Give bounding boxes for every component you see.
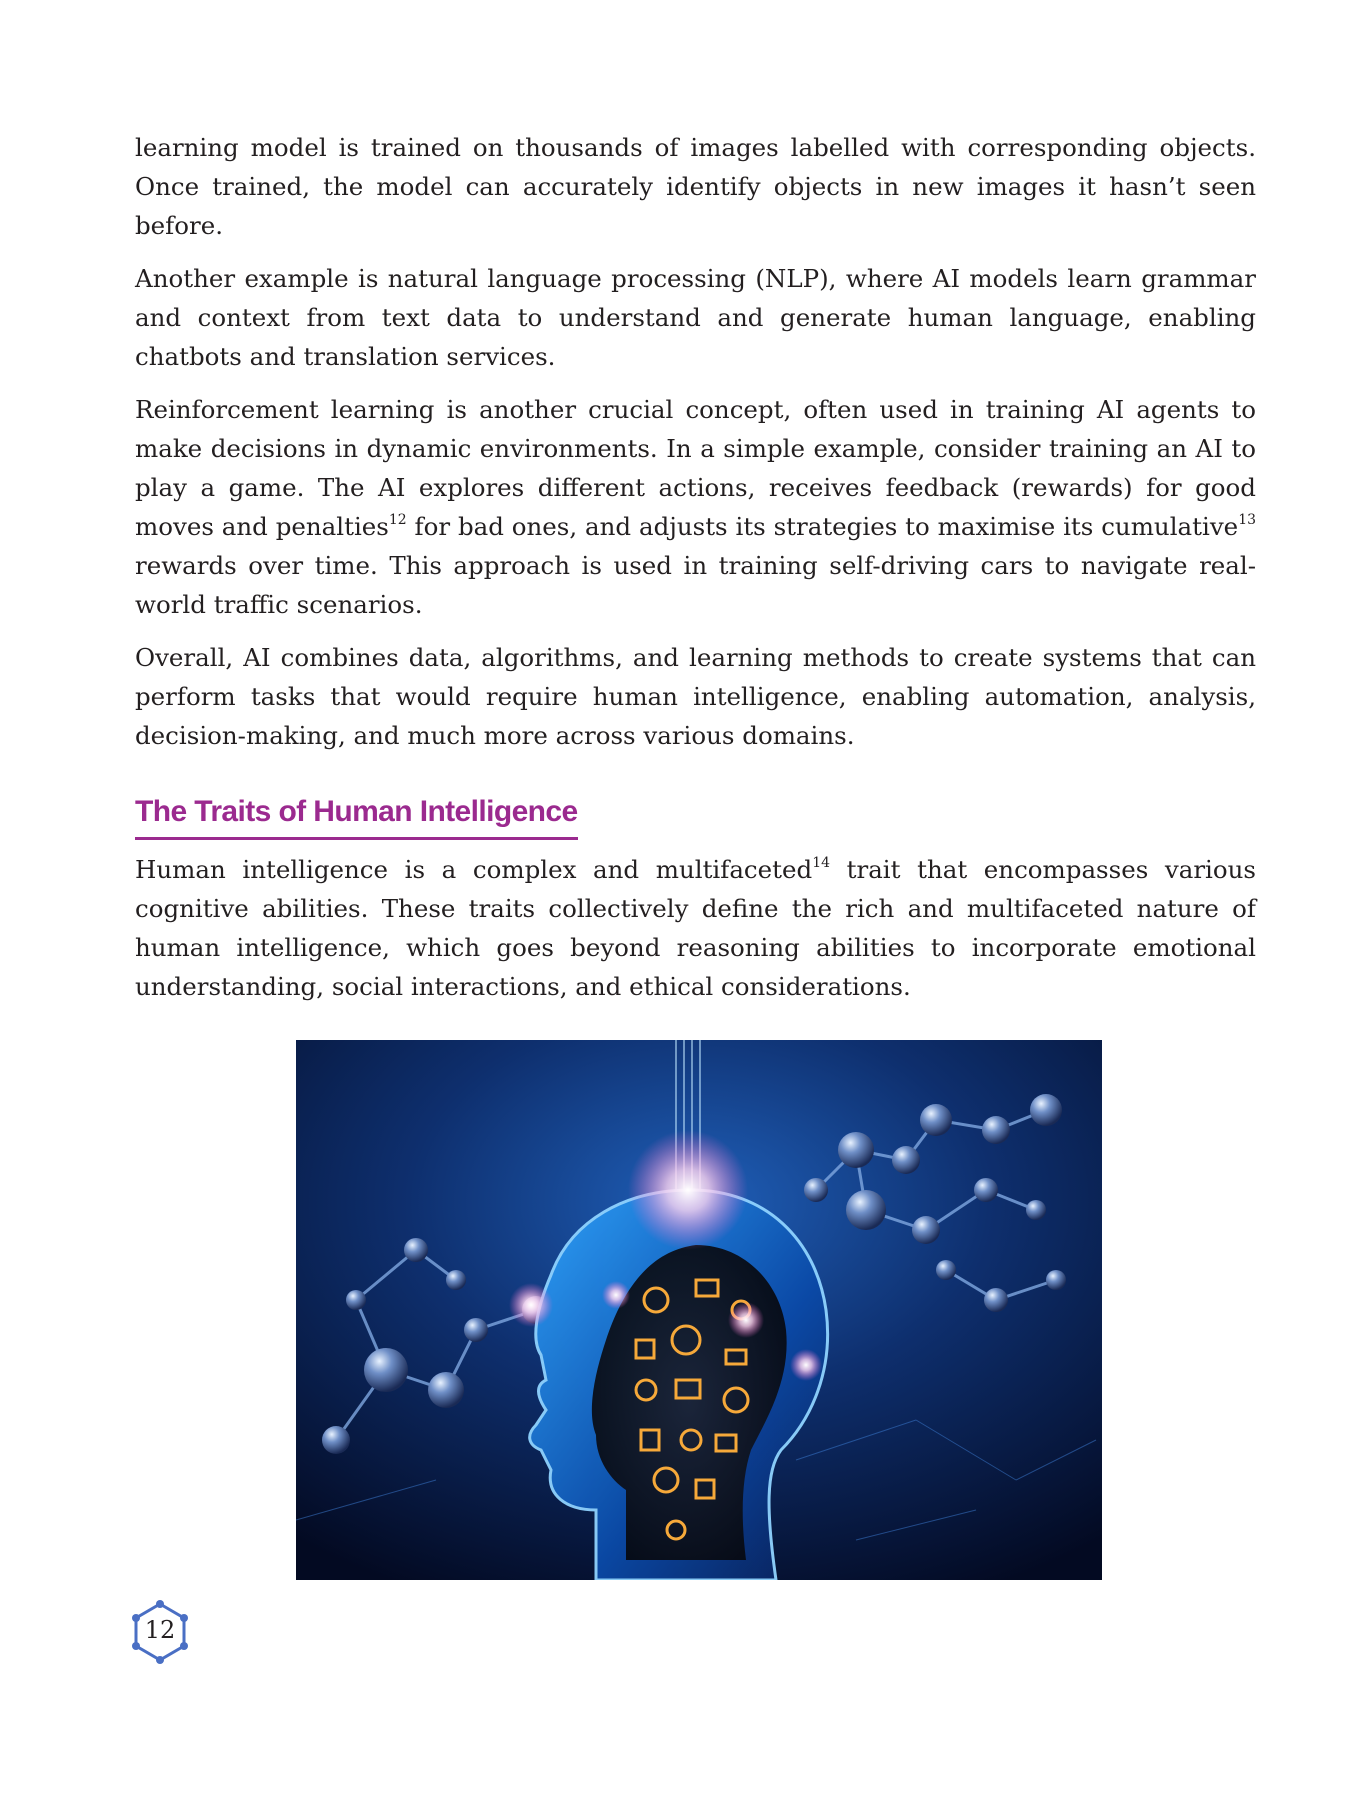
footnote-ref-13[interactable]: 13	[1238, 512, 1257, 528]
ai-head-illustration-art	[296, 1040, 1102, 1580]
section-heading: The Traits of Human Intelligence	[135, 795, 578, 840]
footnote-ref-12[interactable]: 12	[388, 512, 407, 528]
paragraph-human-intelligence: Human intelligence is a complex and multifaceted$^{14}$ trait that encompasses various cognitive abilities. These traits collectively define the rich and multifaceted nature of human intelligence, which goes beyond reasoning abilities to incorporate emotional understanding, social interactions, and ethical considerations.	[135, 855, 1256, 1001]
page-number-badge	[128, 1600, 192, 1664]
page-content	[135, 128, 1256, 1020]
footnote-ref-14[interactable]: 14	[812, 855, 831, 871]
section-heading-wrap	[135, 795, 1256, 840]
paragraph-image-recognition: learning model is trained on thousands of images labelled with corresponding objects. Once trained, the model can accurately identify objects in new images it hasn’t seen before.	[135, 133, 1256, 240]
ai-head-illustration	[296, 1040, 1102, 1580]
paragraph-nlp: Another example is natural language processing (NLP), where AI models learn grammar and context from text data to understand and generate human language, enabling chatbots and translation services.	[135, 264, 1256, 371]
paragraph-reinforcement-learning: Reinforcement learning is another crucial concept, often used in training AI agents to make decisions in dynamic environments. In a simple example, consider training an AI to play a game. The AI explores different actions, receives feedback (rewards) for good moves and penalties$^{12}$ for bad ones, and adjusts its strategies to maximise its cumulative$^{13}$ rewards over time. This approach is used in training self-driving cars to navigate real-world traffic scenarios.	[135, 395, 1257, 619]
page-number: 12	[144, 1616, 176, 1644]
paragraph-overall: Overall, AI combines data, algorithms, and learning methods to create systems that can perform tasks that would require human intelligence, enabling automation, analysis, decision-making, and much more across various domains.	[135, 643, 1256, 750]
